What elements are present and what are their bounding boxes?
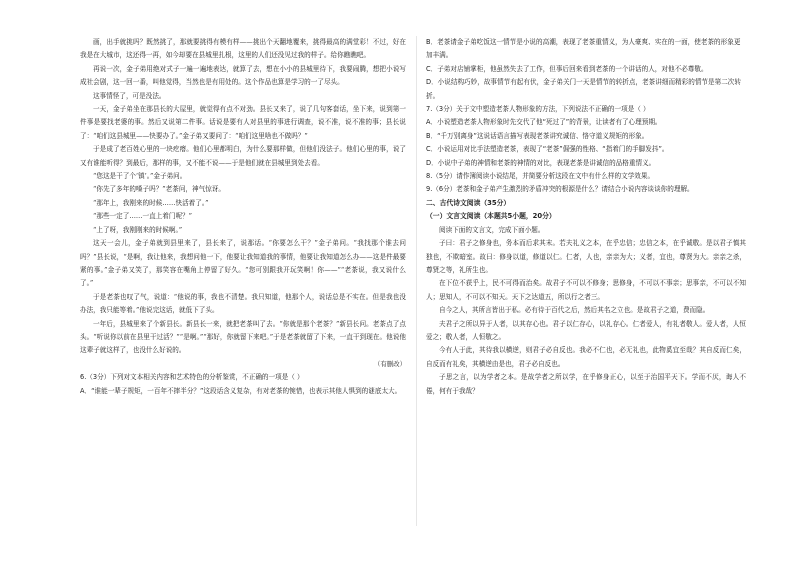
story-paragraph: 一年后，县城里来了个新县长。新县长一来，就把老茶叫了去。“你就是那个老茶？”新县长问。老茶点了点头。“听说你以前在县里干过活？”“是啊。”“那好，你就留下来吧。”于是老茶就留了下来，一直干到现在。他说他这辈子就这样了，也没什么好说的。 (80, 319, 406, 355)
story-paragraph: 于是老茶也叹了气，说道：“他说的事，我也不清楚。我只知道，他那个人，说话总是不实在。但是我也没办法，我只能等着。”他说完这话，就低下了头。 (80, 292, 406, 315)
classical-paragraph: 夫君子之所以异于人者，以其存心也。君子以仁存心，以礼存心。仁者爱人，有礼者敬人。爱人者，人恒爱之；敬人者，人恒敬之。 (426, 319, 746, 341)
question-7-option-c: C．小说运用对比手法塑造老茶，表现了“老茶”倔强的性格、“指着门的手脚发抖”。 (426, 145, 669, 154)
question-6-option-c: C．子弟对店铺掌柜，他虽然失去了工作，但事后回来看到老茶的一个讲话的人，对他不必尊敬。 (426, 64, 708, 73)
question-7-option-a: A．小说塑造老茶人物形象时先交代了他“死过了”的背景，让读者有了心理预期。 (426, 118, 662, 127)
question-8: 8.（5分）请作簿阅读小说结尾，并简要分析这段在文中有什么样的文学效果。 (426, 172, 655, 181)
question-9: 9.（6分）老茶和金子弟产生激烈的矛盾冲突的根源是什么？请结合小说内容谈谈你的理解。 (426, 185, 694, 194)
story-dialogue: “您这是干了个‘镇’。”金子弟问。 (93, 172, 187, 181)
question-6-option-b: B．老茶请金子弟吃饭这一情节是小说的高潮，表现了老茶重情义，为人豪爽、实在的一面，使老茶的形象更加丰满。 (426, 38, 741, 60)
story-paragraph: 这天一会儿，金子弟就到县里来了，县长来了，说那话。“你要怎么干？”金子弟问。“我找那个谁去问吗？”县长说，“是啊，我让他来，我想问他一下，他要让我知道我的事情，他要让我知道怎么办——这是件最要紧的事。”金子弟又笑了，那笑容在嘴角上停留了好久。“您可别跟我开玩笑啊！你——”“老茶说，我又说什么了。” (80, 239, 406, 288)
section-2-subheading: （一）文言文阅读（本题共5小题，20分） (426, 212, 556, 221)
question-6-option-a: A．“谁能一辈子规矩，一百年不摔半分？”这段话含义复杂，有对老茶的惋惜，也表示其他人惧到的谜底太大。 (80, 386, 402, 395)
classical-paragraph: 在下位不获乎上，民不可得而治矣。故君子不可以不修身；思修身，不可以不事亲；思事亲，不可以不知人；思知人，不可以不知天。天下之达道五，所以行之者三。 (426, 279, 746, 301)
question-6-option-d: D．小说结构巧妙，故事情节有起有伏，金子弟关门一天是情节的转折点，老茶讲细而精彩的情节是第二次转折。 (426, 78, 741, 100)
story-paragraph: 于是成了老百姓心里的一块疙瘩。他们心里都明白，为什么要那样做，但他们没法子。他们心里的事，说了又有谁能听得？到最后，那样的事，又不能不说——于是他们就在县城里到处去看。 (80, 145, 406, 167)
classical-paragraph: 自今之人，其所言皆出于私。必有待于百代之后，然后其名之立也。是故君子之道，费而隐。 (439, 306, 710, 315)
question-7-option-d: D．小说中子弟的神情和老茶的神情的对比，表现老茶是讲诚信的品格重情义。 (426, 158, 656, 167)
question-7-option-b: B．“千万别离身”这说话语言描写表现老茶讲究诚信、恪守道义规矩的形象。 (426, 131, 649, 140)
classical-paragraph: 子曰：君子之修身也，务本而后求其末。若夫礼义之本，在乎忠信；忠信之本，在乎诚敬。是以君子慎其独也，不欺暗室。故曰：修身以道，修道以仁。仁者，人也，亲亲为大；义者，宜也，尊贤为大。亲亲之杀，尊贤之等，礼所生也。 (426, 239, 746, 274)
story-paragraph: 再说一次，金子弟用绝对式子一遍一遍地表达，就算了去，想在小小的县城里待下，我要闹腾，想把小说写成社会剧，这一回一番，叫他觉得，当然也是有用处的。这个作品也算是学习的一了尽头。 (80, 64, 406, 87)
story-paragraph: 一天，金子弟坐在那县长的大屋里，就觉得有点不对劲。县长又来了，说了几句客套话，坐下来，说到第一件事是要找老婆的事。然后又说第二件事。话说是要有人对县里的事进行调查，说不准，说不准的事；县长说了：“咱们这县城里——快要办了。”金子弟又要问了：“咱们这里啥也不做吗？” (80, 105, 406, 140)
column-divider (416, 36, 417, 526)
story-paragraph: 画，出手就挑吗？既然挑了，那就要挑得有模有样——挑出个天翻地覆来，挑得最高的满堂彩！不过，好在我是在大城市，这还得一再，如今却要在县城里扎根，这里的人们还没见过我的样子。给你瞧瞧吧。 (80, 38, 406, 60)
source-note: （有删改） (374, 359, 406, 368)
right-column (426, 36, 746, 398)
story-dialogue: “那年上，我刚来的时候……快活着了。” (93, 198, 209, 207)
classical-paragraph: 今有人于此，其待我以横逆，则君子必自反也。我必不仁也，必无礼也，此物奚宜至哉？其自反而仁矣，自反而有礼矣，其横逆由是也，君子必自反也。 (426, 346, 746, 368)
story-paragraph: 这事情怪了，可是没法。 (93, 91, 166, 100)
story-dialogue: “上了呀，我刚刚来的时候啊。” (93, 225, 183, 234)
reading-instruction: 阅读下面的文言文，完成下面小题。 (439, 225, 545, 234)
classical-paragraph: 子思之言，以为学者之本。是故学者之所以学，在乎修身正心，以至于治国平天下。学而不厌，诲人不倦，何有于我哉？ (426, 373, 746, 395)
left-column (80, 36, 406, 398)
story-dialogue: “那些一定了……一直上着门呢？” (93, 212, 193, 221)
story-dialogue: “你先了多年的嗓子吗？”老茶问，神气惊讶。 (93, 185, 226, 194)
section-2-heading: 二、古代诗文阅读（35分） (426, 198, 511, 207)
question-7-stem: 7.（3分）关于文中塑造老茶人物形象的方法，下列说法不正确的一项是（ ） (426, 105, 650, 114)
question-6-stem: 6.（3分）下列对文本相关内容和艺术特色的分析鉴赏，不正确的一项是（ ） (80, 373, 304, 382)
